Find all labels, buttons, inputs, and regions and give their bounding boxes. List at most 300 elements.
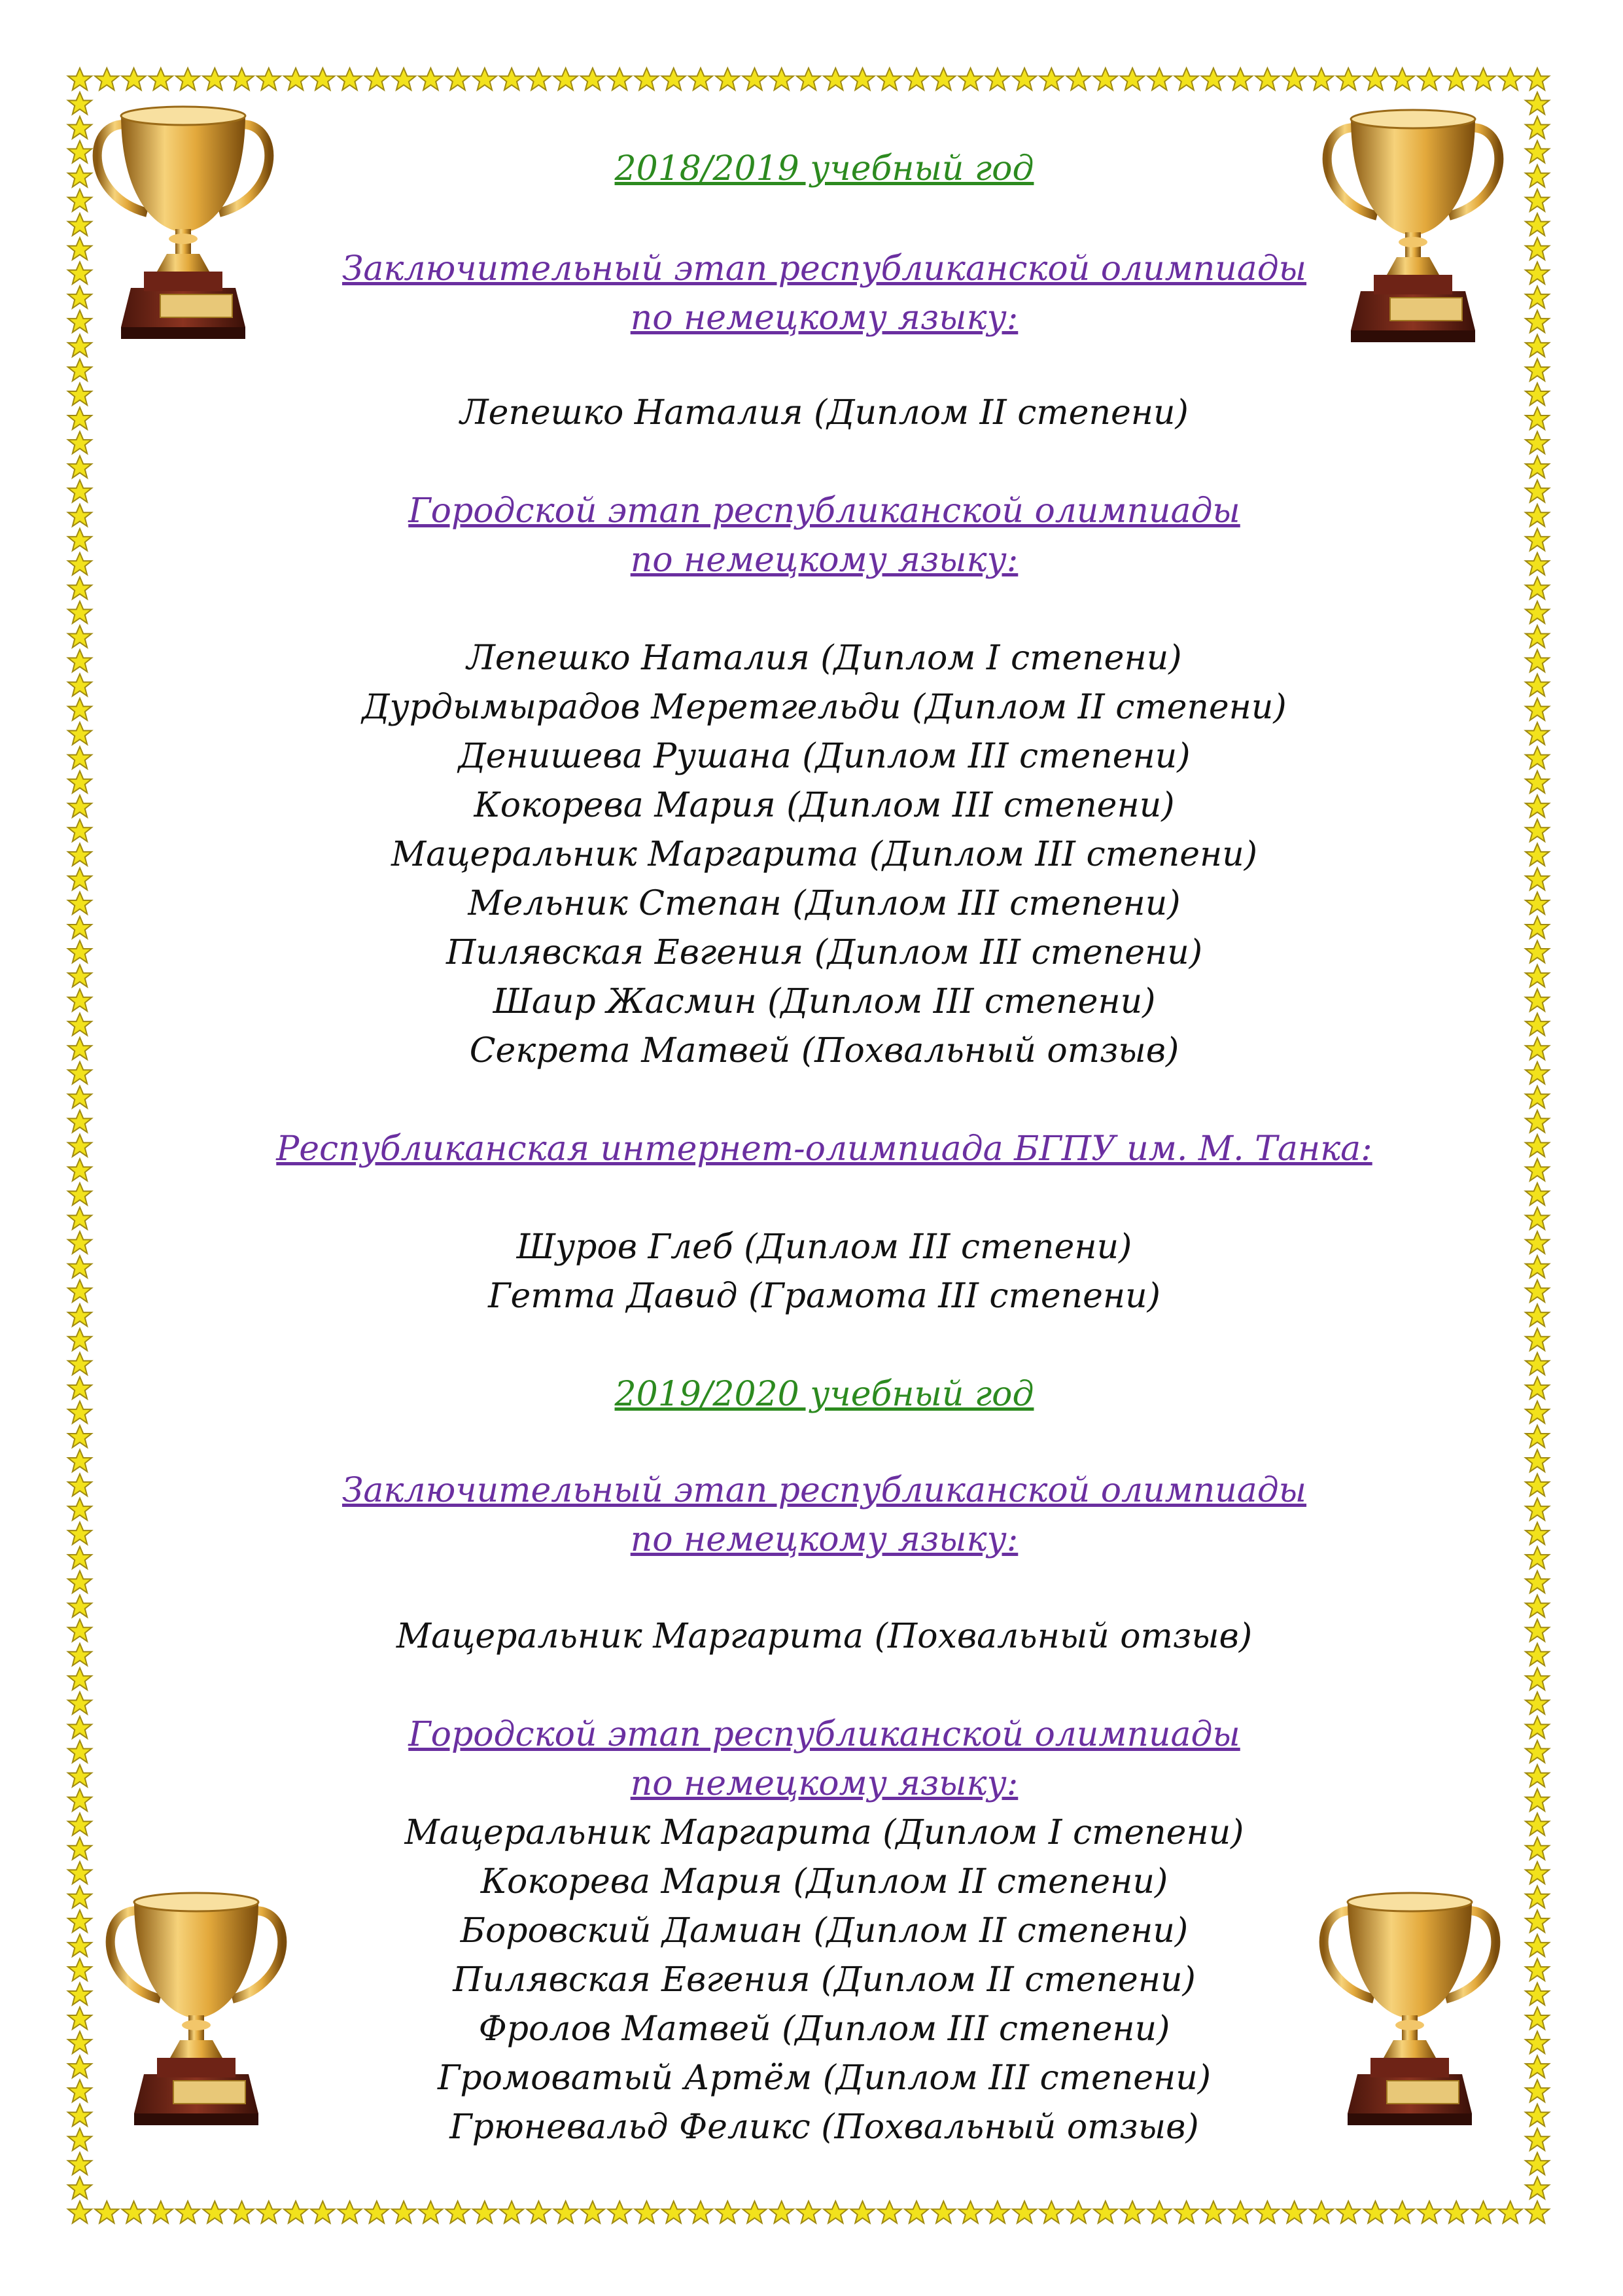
star-icon — [1526, 68, 1549, 90]
star-icon — [68, 917, 92, 939]
award-entry: Пилявская Евгения (Диплом III степени) — [445, 933, 1202, 972]
star-icon — [68, 1159, 92, 1181]
star-icon — [1526, 2177, 1549, 2199]
star-icon — [203, 68, 226, 90]
star-icon — [68, 359, 92, 381]
star-icon — [68, 941, 92, 963]
star-icon — [176, 68, 200, 90]
star-icon — [68, 1692, 92, 1714]
year-title: 2018/2019 учебный год — [614, 149, 1034, 188]
star-icon — [68, 2128, 92, 2151]
star-icon — [68, 577, 92, 599]
award-entry: Грюневальд Феликс (Похвальный отзыв) — [449, 2108, 1199, 2147]
award-entry: Шаир Жасмин (Диплом III степени) — [493, 982, 1156, 1021]
star-icon — [554, 68, 578, 90]
star-icon — [1526, 1523, 1549, 1545]
star-icon — [68, 1668, 92, 1690]
star-icon — [68, 1595, 92, 1617]
star-icon — [68, 1959, 92, 1981]
star-icon — [1526, 1498, 1549, 1521]
star-icon — [149, 68, 173, 90]
star-icon — [1526, 1377, 1549, 1399]
award-entry: Громоватый Артём (Диплом III степени) — [437, 2058, 1212, 2098]
star-icon — [1526, 1062, 1549, 1084]
star-icon — [1526, 1983, 1549, 2005]
star-icon — [1202, 2201, 1225, 2223]
star-icon — [68, 674, 92, 696]
star-icon — [311, 68, 334, 90]
star-icon — [1526, 1886, 1549, 1908]
star-icon — [68, 1256, 92, 1278]
star-icon — [1526, 1304, 1549, 1326]
star-icon — [1526, 165, 1549, 187]
star-icon — [716, 68, 739, 90]
star-icon — [689, 2201, 712, 2223]
star-icon — [68, 1523, 92, 1545]
star-icon — [338, 2201, 362, 2223]
star-icon — [284, 68, 307, 90]
star-icon — [149, 2201, 173, 2223]
star-icon — [68, 1014, 92, 1036]
award-entry: Секрета Матвей (Похвальный отзыв) — [469, 1031, 1179, 1070]
star-icon — [1175, 2201, 1198, 2223]
star-icon — [1526, 1910, 1549, 1932]
star-icon — [1526, 892, 1549, 915]
award-entry: Денишева Рушана (Диплом III степени) — [458, 737, 1191, 776]
olympiad-heading: Заключительный этап республиканской олимпиады — [341, 249, 1307, 289]
star-icon — [1526, 1135, 1549, 1157]
star-icon — [527, 2201, 550, 2223]
star-icon — [446, 2201, 470, 2223]
olympiad-heading: Городской этап республиканской олимпиады — [408, 491, 1240, 531]
star-icon — [1094, 2201, 1117, 2223]
star-icon — [68, 1377, 92, 1399]
star-icon — [1336, 68, 1360, 90]
star-icon — [1526, 1280, 1549, 1302]
star-icon — [1202, 68, 1225, 90]
star-icon — [1283, 2201, 1306, 2223]
star-icon — [1526, 1595, 1549, 1617]
star-icon — [68, 383, 92, 406]
award-entry: Лепешко Наталия (Диплом I степени) — [466, 639, 1182, 678]
star-icon — [797, 2201, 820, 2223]
star-icon — [1526, 456, 1549, 478]
star-icon — [662, 68, 686, 90]
star-icon — [554, 2201, 578, 2223]
award-entry: Кокорева Мария (Диплом II степени) — [480, 1862, 1168, 1901]
star-icon — [419, 2201, 442, 2223]
award-entry: Лепешко Наталия (Диплом II степени) — [460, 393, 1189, 433]
star-icon — [1526, 432, 1549, 454]
star-icon — [1391, 68, 1414, 90]
award-entry: Мацеральник Маргарита (Диплом I степени) — [404, 1813, 1244, 1852]
award-entry: Мацеральник Маргарита (Похвальный отзыв) — [396, 1617, 1253, 1656]
star-icon — [1526, 359, 1549, 381]
star-icon — [68, 1813, 92, 1835]
star-icon — [68, 1110, 92, 1133]
star-icon — [95, 68, 118, 90]
star-icon — [851, 68, 875, 90]
star-icon — [1526, 795, 1549, 817]
star-icon — [1526, 1740, 1549, 1763]
star-icon — [68, 626, 92, 648]
star-icon — [1526, 1038, 1549, 1060]
star-icon — [1526, 1692, 1549, 1714]
olympiad-heading: Городской этап республиканской олимпиады — [408, 1715, 1240, 1754]
olympiad-heading: по немецкому языку: — [630, 1764, 1019, 1803]
star-icon — [1121, 68, 1144, 90]
star-icon — [1526, 141, 1549, 163]
star-icon — [635, 68, 658, 90]
award-entry: Боровский Дамиан (Диплом II степени) — [460, 1911, 1189, 1951]
star-icon — [1526, 286, 1549, 308]
star-icon — [1526, 843, 1549, 866]
star-icon — [905, 68, 928, 90]
star-icon — [230, 2201, 254, 2223]
star-icon — [68, 1862, 92, 1884]
star-icon — [419, 68, 442, 90]
star-icon — [68, 1038, 92, 1060]
star-icon — [1094, 68, 1117, 90]
star-icon — [1526, 1862, 1549, 1884]
star-icon — [203, 2201, 226, 2223]
star-icon — [68, 1086, 92, 1108]
star-icon — [635, 2201, 658, 2223]
award-entry: Дурдымырадов Меретгельди (Диплом II степени) — [362, 688, 1287, 727]
star-icon — [1526, 1813, 1549, 1835]
star-icon — [1526, 868, 1549, 891]
star-icon — [1013, 2201, 1036, 2223]
star-icon — [1526, 1668, 1549, 1690]
star-icon — [1013, 68, 1036, 90]
star-icon — [1067, 2201, 1091, 2223]
star-icon — [581, 68, 604, 90]
star-icon — [1526, 408, 1549, 430]
star-icon — [68, 1402, 92, 1424]
star-icon — [1418, 68, 1441, 90]
star-icon — [68, 1716, 92, 1739]
star-icon — [68, 843, 92, 866]
star-icon — [1526, 989, 1549, 1012]
star-icon — [68, 408, 92, 430]
star-icon — [1526, 1352, 1549, 1375]
star-icon — [608, 68, 631, 90]
star-icon — [68, 771, 92, 793]
star-icon — [689, 68, 712, 90]
star-icon — [1526, 310, 1549, 332]
star-icon — [68, 868, 92, 891]
star-icon — [1526, 1256, 1549, 1278]
star-icon — [1418, 2201, 1441, 2223]
trophy-icon — [85, 98, 281, 347]
star-icon — [1526, 2080, 1549, 2102]
star-icon — [1147, 2201, 1171, 2223]
star-icon — [1526, 941, 1549, 963]
star-icon — [1526, 1207, 1549, 1229]
olympiad-heading: по немецкому языку: — [630, 540, 1019, 580]
star-icon — [68, 1983, 92, 2005]
star-icon — [905, 2201, 928, 2223]
star-icon — [1526, 747, 1549, 769]
star-icon — [1526, 2128, 1549, 2151]
award-entry: Мельник Степан (Диплом III степени) — [468, 884, 1181, 923]
star-icon — [68, 1426, 92, 1448]
star-icon — [68, 2007, 92, 2030]
star-icon — [473, 68, 497, 90]
star-icon — [878, 2201, 901, 2223]
star-icon — [500, 68, 523, 90]
star-icon — [1526, 262, 1549, 284]
award-entry: Фролов Матвей (Диплом III степени) — [478, 2009, 1170, 2049]
star-icon — [1175, 68, 1198, 90]
award-entry: Пилявская Евгения (Диплом II степени) — [453, 1960, 1196, 2000]
star-icon — [68, 1498, 92, 1521]
star-icon — [392, 2201, 415, 2223]
star-icon — [68, 819, 92, 841]
star-icon — [1363, 68, 1387, 90]
star-icon — [68, 1765, 92, 1787]
star-icon — [1526, 819, 1549, 841]
star-icon — [1526, 1935, 1549, 1957]
star-icon — [365, 2201, 389, 2223]
star-icon — [68, 480, 92, 503]
star-icon — [932, 68, 955, 90]
star-icon — [716, 2201, 739, 2223]
star-icon — [68, 650, 92, 671]
olympiad-heading: по немецкому языку: — [630, 298, 1019, 338]
star-icon — [473, 2201, 497, 2223]
star-icon — [1310, 2201, 1333, 2223]
star-icon — [1147, 68, 1171, 90]
star-icon — [257, 68, 281, 90]
star-icon — [95, 2201, 118, 2223]
star-icon — [1526, 1183, 1549, 1205]
star-icon — [1121, 2201, 1144, 2223]
star-icon — [68, 1231, 92, 1254]
olympiad-heading: Заключительный этап республиканской олимпиады — [341, 1471, 1307, 1510]
star-icon — [338, 68, 362, 90]
star-icon — [1526, 917, 1549, 939]
star-icon — [68, 1280, 92, 1302]
star-icon — [68, 504, 92, 527]
star-icon — [68, 698, 92, 720]
star-icon — [122, 2201, 146, 2223]
star-icon — [1526, 1619, 1549, 1642]
star-icon — [1526, 1450, 1549, 1472]
star-icon — [608, 2201, 631, 2223]
olympiad-heading: по немецкому языку: — [630, 1520, 1019, 1559]
star-icon — [1526, 2104, 1549, 2127]
star-icon — [1499, 2201, 1522, 2223]
star-icon — [68, 1571, 92, 1593]
star-icon — [1526, 335, 1549, 357]
star-icon — [68, 1886, 92, 1908]
star-icon — [68, 1474, 92, 1496]
award-entry: Кокорева Мария (Диплом III степени) — [474, 786, 1175, 825]
star-icon — [1526, 1474, 1549, 1496]
star-icon — [1255, 68, 1279, 90]
star-icon — [68, 601, 92, 624]
star-icon — [1526, 1231, 1549, 1254]
star-icon — [1526, 92, 1549, 115]
star-icon — [1526, 1110, 1549, 1133]
star-icon — [1526, 553, 1549, 575]
star-icon — [1526, 116, 1549, 139]
star-icon — [1039, 68, 1063, 90]
star-icon — [68, 1328, 92, 1351]
star-icon — [311, 2201, 334, 2223]
star-icon — [824, 68, 847, 90]
star-icon — [68, 1644, 92, 1666]
star-icon — [1526, 383, 1549, 406]
star-icon — [1336, 2201, 1360, 2223]
star-icon — [1229, 68, 1252, 90]
star-icon — [1526, 1765, 1549, 1787]
star-icon — [68, 432, 92, 454]
star-icon — [68, 1304, 92, 1326]
star-icon — [1039, 2201, 1063, 2223]
star-icon — [1526, 1328, 1549, 1351]
star-icon — [1255, 2201, 1279, 2223]
star-icon — [581, 2201, 604, 2223]
star-icon — [1471, 2201, 1495, 2223]
star-icon — [959, 2201, 983, 2223]
star-icon — [257, 2201, 281, 2223]
star-icon — [446, 68, 470, 90]
star-icon — [68, 68, 92, 90]
star-icon — [1526, 1426, 1549, 1448]
star-icon — [1526, 480, 1549, 503]
star-icon — [68, 2201, 92, 2223]
star-icon — [1526, 2056, 1549, 2078]
star-icon — [68, 1183, 92, 1205]
star-icon — [68, 722, 92, 745]
star-icon — [68, 892, 92, 915]
star-icon — [68, 2080, 92, 2102]
star-icon — [1526, 1959, 1549, 1981]
star-icon — [1444, 68, 1468, 90]
star-icon — [1526, 1547, 1549, 1569]
star-icon — [742, 68, 766, 90]
star-icon — [1526, 504, 1549, 527]
star-icon — [1499, 68, 1522, 90]
year-title: 2019/2020 учебный год — [614, 1375, 1034, 1414]
star-icon — [68, 1935, 92, 1957]
star-icon — [68, 1619, 92, 1642]
star-icon — [662, 2201, 686, 2223]
star-icon — [68, 747, 92, 769]
star-icon — [68, 1352, 92, 1375]
star-icon — [986, 68, 1009, 90]
star-icon — [68, 1450, 92, 1472]
star-icon — [68, 1062, 92, 1084]
star-icon — [851, 2201, 875, 2223]
olympiad-heading: Республиканская интернет-олимпиада БГПУ им. М. Танка: — [276, 1129, 1372, 1169]
star-icon — [959, 68, 983, 90]
star-icon — [1526, 722, 1549, 745]
star-icon — [1526, 650, 1549, 671]
star-icon — [770, 2201, 794, 2223]
star-icon — [1526, 674, 1549, 696]
star-icon — [1067, 68, 1091, 90]
star-icon — [1526, 577, 1549, 599]
star-icon — [1310, 68, 1333, 90]
star-icon — [742, 2201, 766, 2223]
star-icon — [1526, 2007, 1549, 2030]
star-icon — [68, 2177, 92, 2199]
star-icon — [1391, 2201, 1414, 2223]
star-icon — [1283, 68, 1306, 90]
star-icon — [1526, 1789, 1549, 1811]
star-icon — [68, 529, 92, 551]
star-icon — [68, 553, 92, 575]
star-icon — [500, 2201, 523, 2223]
star-icon — [68, 1740, 92, 1763]
star-icon — [1526, 2201, 1549, 2223]
star-icon — [1526, 1716, 1549, 1739]
award-entry: Мацеральник Маргарита (Диплом III степени) — [391, 835, 1258, 874]
star-icon — [392, 68, 415, 90]
star-icon — [68, 2032, 92, 2054]
star-icon — [68, 1547, 92, 1569]
star-icon — [68, 965, 92, 987]
star-icon — [68, 1910, 92, 1932]
star-icon — [1363, 2201, 1387, 2223]
star-icon — [1526, 1086, 1549, 1108]
star-icon — [176, 2201, 200, 2223]
star-icon — [1526, 2153, 1549, 2175]
star-icon — [68, 1135, 92, 1157]
star-icon — [68, 795, 92, 817]
star-icon — [365, 68, 389, 90]
star-icon — [1526, 189, 1549, 211]
award-entry: Шуров Глеб (Диплом III степени) — [516, 1227, 1132, 1267]
star-icon — [1526, 1644, 1549, 1666]
star-icon — [878, 68, 901, 90]
star-icon — [1526, 1402, 1549, 1424]
star-icon — [1444, 2201, 1468, 2223]
star-icon — [1526, 1571, 1549, 1593]
award-entry: Гетта Давид (Грамота III степени) — [488, 1277, 1161, 1316]
star-icon — [122, 68, 146, 90]
star-icon — [770, 68, 794, 90]
star-icon — [1526, 698, 1549, 720]
star-icon — [986, 2201, 1009, 2223]
star-icon — [1526, 965, 1549, 987]
star-icon — [68, 1837, 92, 1860]
star-icon — [1229, 2201, 1252, 2223]
star-icon — [1526, 771, 1549, 793]
star-icon — [1526, 213, 1549, 236]
star-icon — [1526, 529, 1549, 551]
star-icon — [824, 2201, 847, 2223]
star-icon — [68, 2104, 92, 2127]
star-icon — [68, 989, 92, 1012]
star-icon — [1526, 2032, 1549, 2054]
star-icon — [68, 2056, 92, 2078]
star-icon — [797, 68, 820, 90]
star-icon — [527, 68, 550, 90]
star-icon — [284, 2201, 307, 2223]
star-icon — [1526, 1837, 1549, 1860]
star-icon — [68, 1789, 92, 1811]
star-icon — [1526, 1014, 1549, 1036]
star-icon — [68, 1207, 92, 1229]
star-icon — [1526, 626, 1549, 648]
star-icon — [932, 2201, 955, 2223]
star-icon — [68, 2153, 92, 2175]
star-icon — [1471, 68, 1495, 90]
